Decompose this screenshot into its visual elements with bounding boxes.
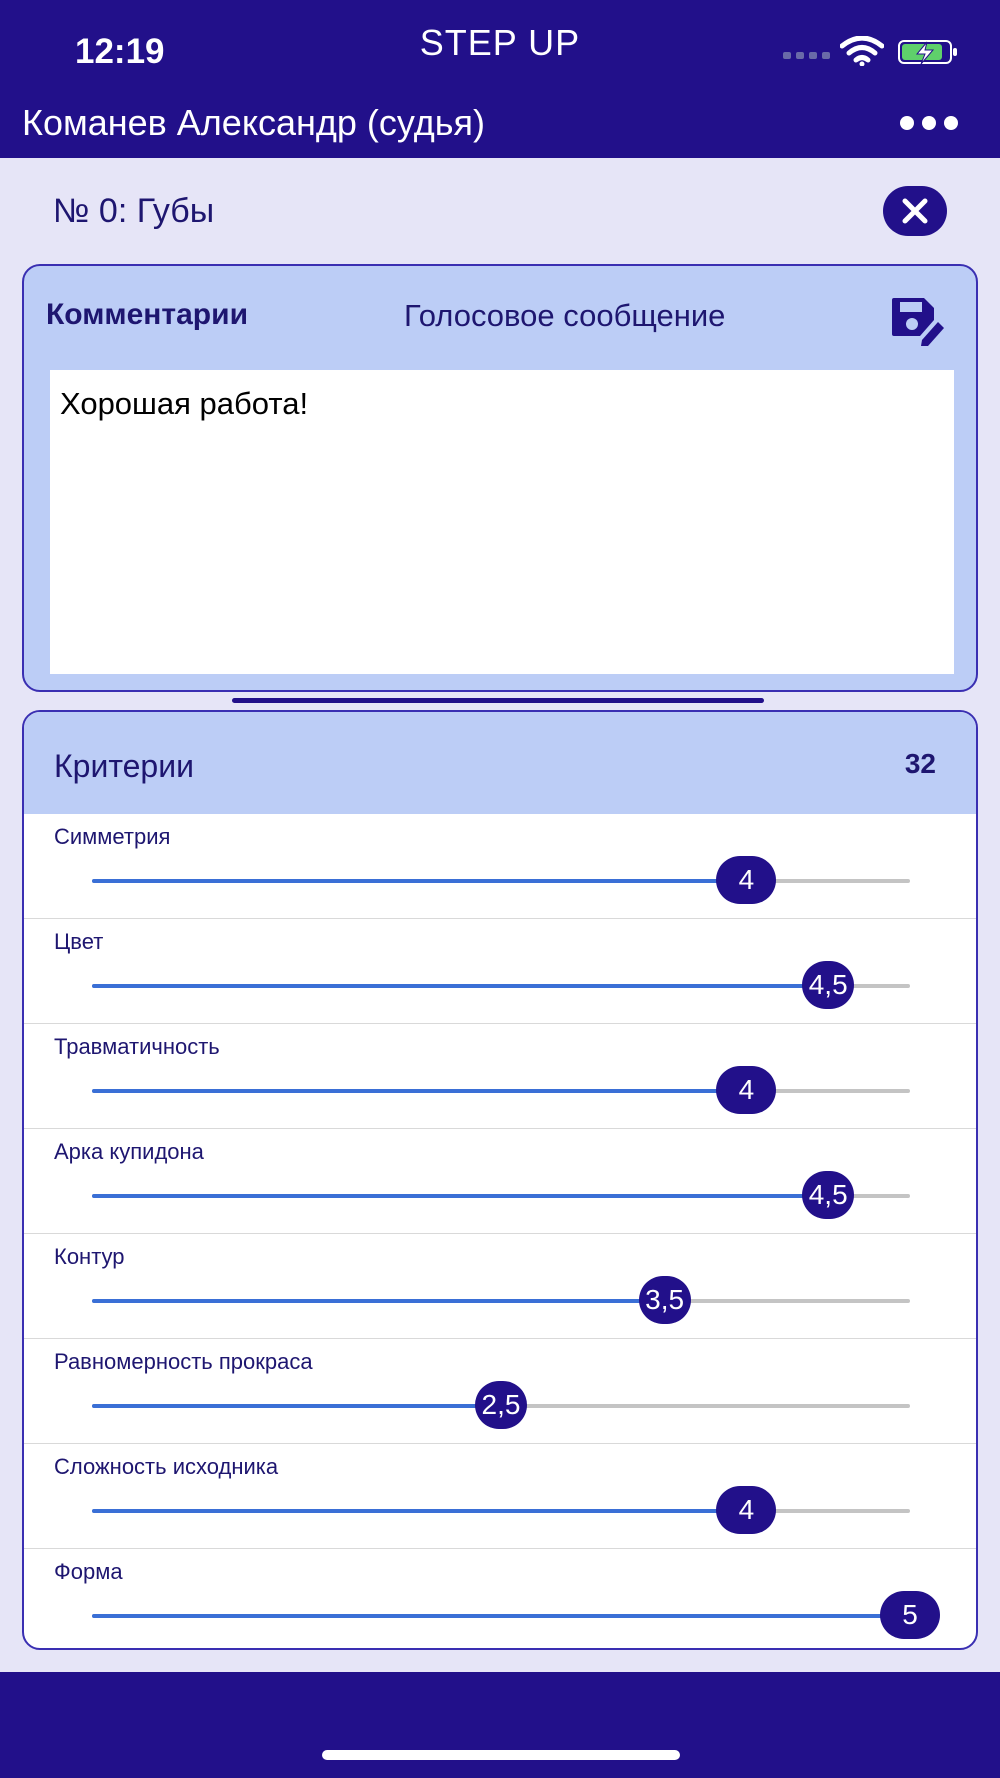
criteria-label: Форма xyxy=(54,1559,123,1584)
criteria-total: 32 xyxy=(904,748,936,779)
criteria-card xyxy=(22,710,978,1650)
comment-input[interactable] xyxy=(50,370,954,674)
criteria-label: Травматичность xyxy=(54,1034,220,1059)
criteria-label: Арка купидона xyxy=(54,1139,204,1164)
criteria-row xyxy=(24,1339,976,1444)
criteria-row xyxy=(24,919,976,1024)
criteria-slider[interactable] xyxy=(92,1599,918,1630)
criteria-slider[interactable] xyxy=(92,1179,910,1210)
criteria-row xyxy=(24,1549,976,1650)
close-button[interactable] xyxy=(883,186,947,236)
criteria-slider[interactable] xyxy=(92,1389,910,1420)
home-indicator[interactable] xyxy=(322,1750,680,1760)
slider-fill xyxy=(92,1194,828,1198)
criteria-label: Равномерность прокраса xyxy=(54,1349,313,1374)
slider-thumb[interactable]: 4 xyxy=(716,856,776,904)
judge-name: Команев Александр (судья) xyxy=(22,102,485,143)
save-edit-icon[interactable] xyxy=(890,296,946,346)
criteria-row xyxy=(24,1234,976,1339)
bottom-bar xyxy=(0,1672,1000,1778)
item-title: № 0: Губы xyxy=(53,192,215,230)
tab-voice-message[interactable]: Голосовое сообщение xyxy=(404,298,726,333)
drag-handle[interactable] xyxy=(232,698,764,703)
slider-fill xyxy=(92,984,828,988)
slider-fill xyxy=(92,1299,665,1303)
criteria-slider[interactable] xyxy=(92,864,910,895)
slider-thumb[interactable]: 4 xyxy=(716,1486,776,1534)
criteria-row xyxy=(24,1024,976,1129)
criteria-slider[interactable] xyxy=(92,1284,910,1315)
criteria-row xyxy=(24,814,976,919)
criteria-header xyxy=(24,712,976,814)
criteria-slider[interactable] xyxy=(92,1074,910,1105)
battery-charging-icon xyxy=(897,38,959,66)
slider-thumb[interactable]: 3,5 xyxy=(639,1276,691,1324)
comments-card xyxy=(22,264,978,692)
slider-thumb[interactable]: 4 xyxy=(716,1066,776,1114)
criteria-label: Симметрия xyxy=(54,824,171,849)
criteria-row xyxy=(24,1129,976,1234)
criteria-label: Сложность исходника xyxy=(54,1454,279,1479)
tab-comments[interactable]: Комментарии xyxy=(46,298,249,331)
criteria-title: Критерии xyxy=(54,748,194,784)
close-icon xyxy=(900,196,930,226)
signal-icon xyxy=(783,52,830,59)
status-bar xyxy=(0,0,1000,90)
criteria-slider[interactable] xyxy=(92,1494,910,1525)
slider-thumb[interactable]: 4,5 xyxy=(802,961,854,1009)
app-title: STEP UP xyxy=(419,22,581,63)
criteria-label: Цвет xyxy=(54,929,104,954)
criteria-slider[interactable] xyxy=(92,969,910,1000)
more-icon[interactable] xyxy=(900,108,964,138)
slider-fill xyxy=(92,1509,746,1513)
slider-fill xyxy=(92,1404,501,1408)
nav-bar xyxy=(0,90,1000,158)
slider-thumb[interactable]: 2,5 xyxy=(475,1381,527,1429)
slider-fill xyxy=(92,1614,910,1618)
slider-fill xyxy=(92,1089,746,1093)
slider-thumb[interactable]: 5 xyxy=(880,1591,940,1639)
criteria-row xyxy=(24,1444,976,1549)
criteria-label: Контур xyxy=(54,1244,125,1269)
slider-fill xyxy=(92,879,746,883)
status-time: 12:19 xyxy=(75,32,165,71)
wifi-icon xyxy=(840,36,884,66)
slider-thumb[interactable]: 4,5 xyxy=(802,1171,854,1219)
